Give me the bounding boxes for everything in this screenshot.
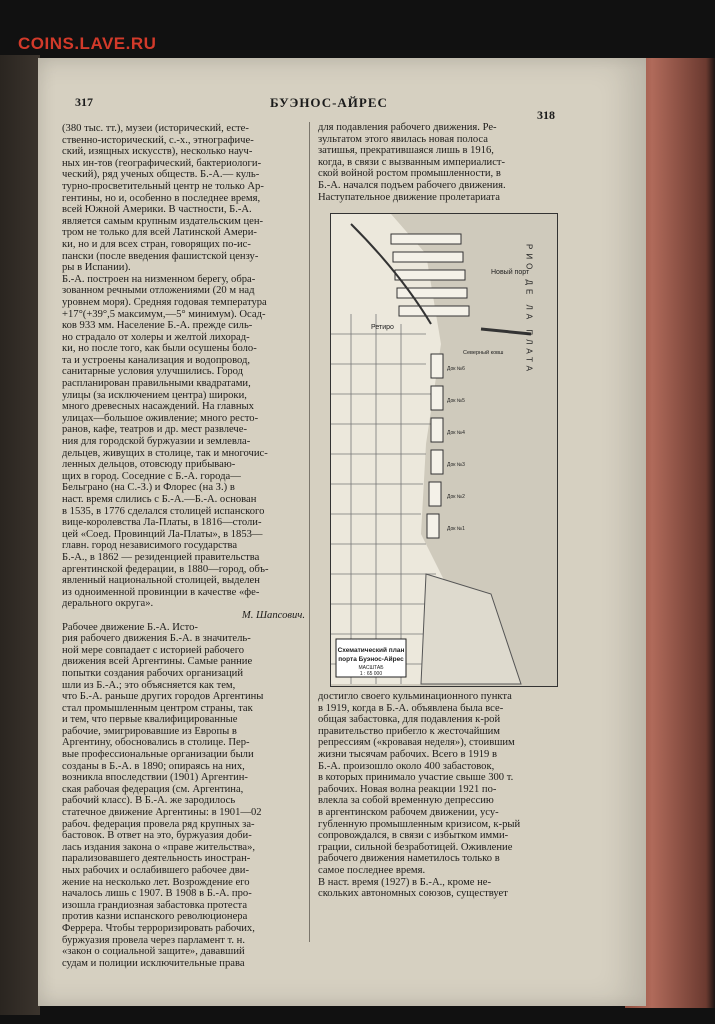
text-line: судам и полиции исключительные права xyxy=(62,957,245,969)
text-line: ранов, кафе, театров и др. мест развлече- xyxy=(62,424,247,436)
map-dock-label: Док №6 xyxy=(447,366,465,372)
text-line: в аргентинском рабочем движении, усу- xyxy=(318,806,499,818)
text-line: бастовок. В ответ на это, буржуазия доби- xyxy=(62,830,252,842)
text-line: в которых принимало участие свыше 300 т. xyxy=(318,772,514,784)
text-line: но страдало от холеры и желтой лихорад- xyxy=(62,331,250,343)
text-line: ственно-исторический, с.-х., этнографиче- xyxy=(62,134,254,146)
text-line: из одноименной провинции в качестве «фе- xyxy=(62,586,260,598)
text-line: рабочие, эмигрировавшие из Европы в xyxy=(62,725,237,737)
text-line: зультатом этого явилась новая полоса xyxy=(318,133,488,145)
page-number-right: 318 xyxy=(537,108,555,122)
text-line: +17°(+39°,5 максимум,—5° минимум). Осад- xyxy=(62,308,266,320)
text-line: улицы (за исключением центра) широки, xyxy=(62,389,247,401)
map-dock-label: Док №4 xyxy=(447,430,465,436)
text-line: рабочий класс). В Б.-А. же зародилось xyxy=(62,795,236,807)
text-line: сопровождался, в связи с избытком имми- xyxy=(318,830,509,842)
text-line: является самым крупным издательским цен- xyxy=(62,215,264,227)
text-line: Аргентину, обосновались в столице. Пер- xyxy=(62,737,250,749)
text-line: Рабочее движение Б.-А. Исто- xyxy=(62,621,198,633)
text-line: изошла грандиозная забастовка протеста xyxy=(62,899,248,911)
text-line: в 1535, в 1776 сделался столицей испанского xyxy=(62,505,265,517)
text-line: ческий), ряд ученых обществ. Б.-А.— куль- xyxy=(62,169,260,181)
text-line: рабочих. Новая волна реакции 1921 по- xyxy=(318,783,497,795)
text-line: ленных дельцов, отовсюду прибываю- xyxy=(62,459,236,471)
text-line: ков 933 мм. Население Б.-А. прежде силь- xyxy=(62,320,253,332)
text-line: буржуазия провела через парламент т. н. xyxy=(62,934,245,946)
text-line: ных рабочих и ослабившего рабочее дви- xyxy=(62,865,249,876)
port-map-drawing xyxy=(331,214,557,686)
text-line: всей Южной Америки. В частности, Б.-А. xyxy=(62,204,252,216)
text-line: ния для городской буржуазии и землевла- xyxy=(62,436,251,448)
map-retiro-label: Ретиро xyxy=(371,324,394,331)
text-line: грации, сильной безработицей. Оживление xyxy=(318,841,513,853)
text-line: против казни испанского революционера xyxy=(62,911,248,923)
text-line: Наступательное движение пролетариата xyxy=(318,191,500,203)
text-line: аргентинской федерации, в 1880—город, объ- xyxy=(62,563,269,575)
text-line: общая забастовка, для подавления к-рой xyxy=(318,714,501,726)
text-line: турно-просветительный центр не только Ар- xyxy=(62,180,264,192)
text-line: вице-королевства Ла-Платы, в 1816—столи- xyxy=(62,517,262,529)
map-dock-label: Док №3 xyxy=(447,462,465,468)
text-line: В наст. время (1927) в Б.-А., кроме не- xyxy=(318,876,492,888)
text-line: тром не только для всей Латинской Амери- xyxy=(62,227,257,239)
text-line: гентины, но и, особенно в последнее время, xyxy=(62,192,261,204)
text-line: самое последнее время. xyxy=(318,864,426,876)
left-text-column xyxy=(62,123,305,969)
book-spine-shadow xyxy=(0,55,40,1015)
text-line: Бельграно (на С.-З.) и Флорес (на З.) в xyxy=(62,482,235,494)
text-line: ры в Испании). xyxy=(62,262,131,274)
map-new-port-label: Новый порт xyxy=(491,269,530,276)
map-scale-label: МАСШТАБ xyxy=(358,665,384,671)
text-line: для подавления рабочего движения. Ре- xyxy=(318,122,497,133)
text-line: стал промышленным центром страны, так xyxy=(62,702,253,714)
site-watermark: COINS.LAVE.RU xyxy=(18,34,157,53)
text-line: шли из Б.-А.; это объясняется как тем, xyxy=(62,679,236,691)
text-line: когда, в связи с вызванным империалист- xyxy=(318,156,506,168)
text-line: Б.-А., в 1862 — резиденцией правительства xyxy=(62,551,260,563)
text-line: жение на несколько лет. Возрождение его xyxy=(62,876,250,888)
map-dock-label: Док №5 xyxy=(447,398,465,404)
map-river-label: РИО ДЕ ЛА ПЛАТА xyxy=(524,244,534,375)
text-line: началось лишь с 1907. В 1908 в Б.-А. про- xyxy=(62,888,252,900)
page-number-left: 317 xyxy=(75,95,93,109)
text-line: много древесных насаждений. На главных xyxy=(62,401,254,413)
text-line: попытки создания рабочих организаций xyxy=(62,667,244,679)
text-line: та и устроены канализация и водопровод, xyxy=(62,354,251,366)
text-line: ки, но после того, как были осушены боло- xyxy=(62,343,257,355)
text-line: улицах—большое оживление; много ресто- xyxy=(62,412,259,424)
text-line: жизни тысячам рабочих. Всего в 1919 в xyxy=(318,748,497,760)
text-line: что Б.-А. раньше других городов Аргентины xyxy=(62,691,264,703)
text-line: явленный национальной столицей, выделен xyxy=(62,575,260,587)
text-line: возникла впоследствии (1901) Аргентин- xyxy=(62,772,248,784)
text-line: главн. город независимого государства xyxy=(62,540,238,552)
text-line: рия рабочего движения Б.-А. в значитель- xyxy=(62,633,251,645)
text-line: цей «Соед. Провинций Ла-Платы», в 1853— xyxy=(62,528,263,540)
text-line: ской войной ростом промышленности, в xyxy=(318,168,501,180)
text-line: статечное движение Аргентины: в 1901—02 xyxy=(62,807,262,819)
map-harbor-label: Северный ковш xyxy=(463,350,504,356)
text-line: Феррера. Чтобы терроризировать рабочих, xyxy=(62,922,255,934)
text-line: ская рабочая федерация (см. Аргентина, xyxy=(62,783,244,795)
text-line: губленную промышленным кризисом, к-рый xyxy=(318,818,521,830)
text-line: зованном речными отложениями (20 м над xyxy=(62,285,255,297)
text-line: ной мере совпадает с историей рабочего xyxy=(62,644,245,656)
column-divider xyxy=(309,122,310,942)
text-line: ки, но и для всех стран, говорящих по-ис- xyxy=(62,238,251,250)
text-line: дерального округа». xyxy=(62,598,154,610)
map-dock-label: Док №1 xyxy=(447,526,465,532)
right-text-column-top xyxy=(318,122,571,207)
text-line: созданы в Б.-А. в 1890; опираясь на них, xyxy=(62,760,245,772)
text-line: Б.-А. произошло около 400 забастовок, xyxy=(318,760,495,772)
map-dock-label: Док №2 xyxy=(447,494,465,500)
text-line: (380 тыс. тт.), музеи (исторический, есте- xyxy=(62,123,249,134)
text-line: рабоч. федерация провела ряд крупных за- xyxy=(62,818,255,830)
running-header-title: БУЭНОС-АЙРЕС xyxy=(270,95,388,110)
text-line: движения всей Аргентины. Самые ранние xyxy=(62,656,253,668)
text-line: в 1919, когда в Б.-А. объявлена была все- xyxy=(318,702,504,714)
map-title-line2: порта Буэнос-Айрес xyxy=(338,656,404,663)
text-line: вые профессиональные организации были xyxy=(62,749,254,761)
text-line: рабочего движения наметилось только в xyxy=(318,853,500,865)
text-line: влекла за собой временную депрессию xyxy=(318,795,494,807)
text-line: санитарные условия улучшились. Город xyxy=(62,366,244,378)
text-line: репрессиям («кровавая неделя»), стоившим xyxy=(318,737,515,749)
text-line: ных ин-тов (географический, бактериологи- xyxy=(62,157,262,169)
text-line: распланирован правильными квадратами, xyxy=(62,378,251,390)
text-line: правительство прибегло к жесточайшим xyxy=(318,725,501,737)
text-line: Б.-А. начался подъем рабочего движения. xyxy=(318,179,506,191)
port-plan-map xyxy=(330,213,558,687)
map-title-line1: Схематический план xyxy=(337,647,405,654)
text-line: наст. время слились с Б.-А.—Б.-А. основан xyxy=(62,494,257,505)
text-line: ский, изящных искусств), несколько науч- xyxy=(62,146,253,158)
text-line: щих в город. Соседние с Б.-А. города— xyxy=(62,470,241,482)
text-line: Б.-А. построен на низменном берегу, обра- xyxy=(62,273,256,285)
text-line: достигло своего кульминационного пункта xyxy=(318,691,512,702)
text-line: пански (после введения фашистской цензу- xyxy=(62,250,259,262)
text-line: затишья, прекратившаяся лишь в 1916, xyxy=(318,145,494,157)
text-line: лась издания закона о «праве жительства», xyxy=(62,841,256,853)
text-line: парализовавшего деятельность иностран- xyxy=(62,853,251,865)
text-line: М. Шапсович. xyxy=(241,609,305,621)
text-line: и тем, что первые квалифицированные xyxy=(62,714,238,726)
map-scale-value: 1 : 65 000 xyxy=(359,671,383,677)
text-line: уровнем моря). Средняя годовая температура xyxy=(62,296,267,308)
text-line: скольких автономных союзов, существует xyxy=(318,888,508,900)
text-line: «закон о социальной защите», дававший xyxy=(62,946,245,958)
text-line: дельцев, живущих в столице, так и многочис- xyxy=(62,447,268,459)
right-text-column-bottom xyxy=(318,691,571,938)
